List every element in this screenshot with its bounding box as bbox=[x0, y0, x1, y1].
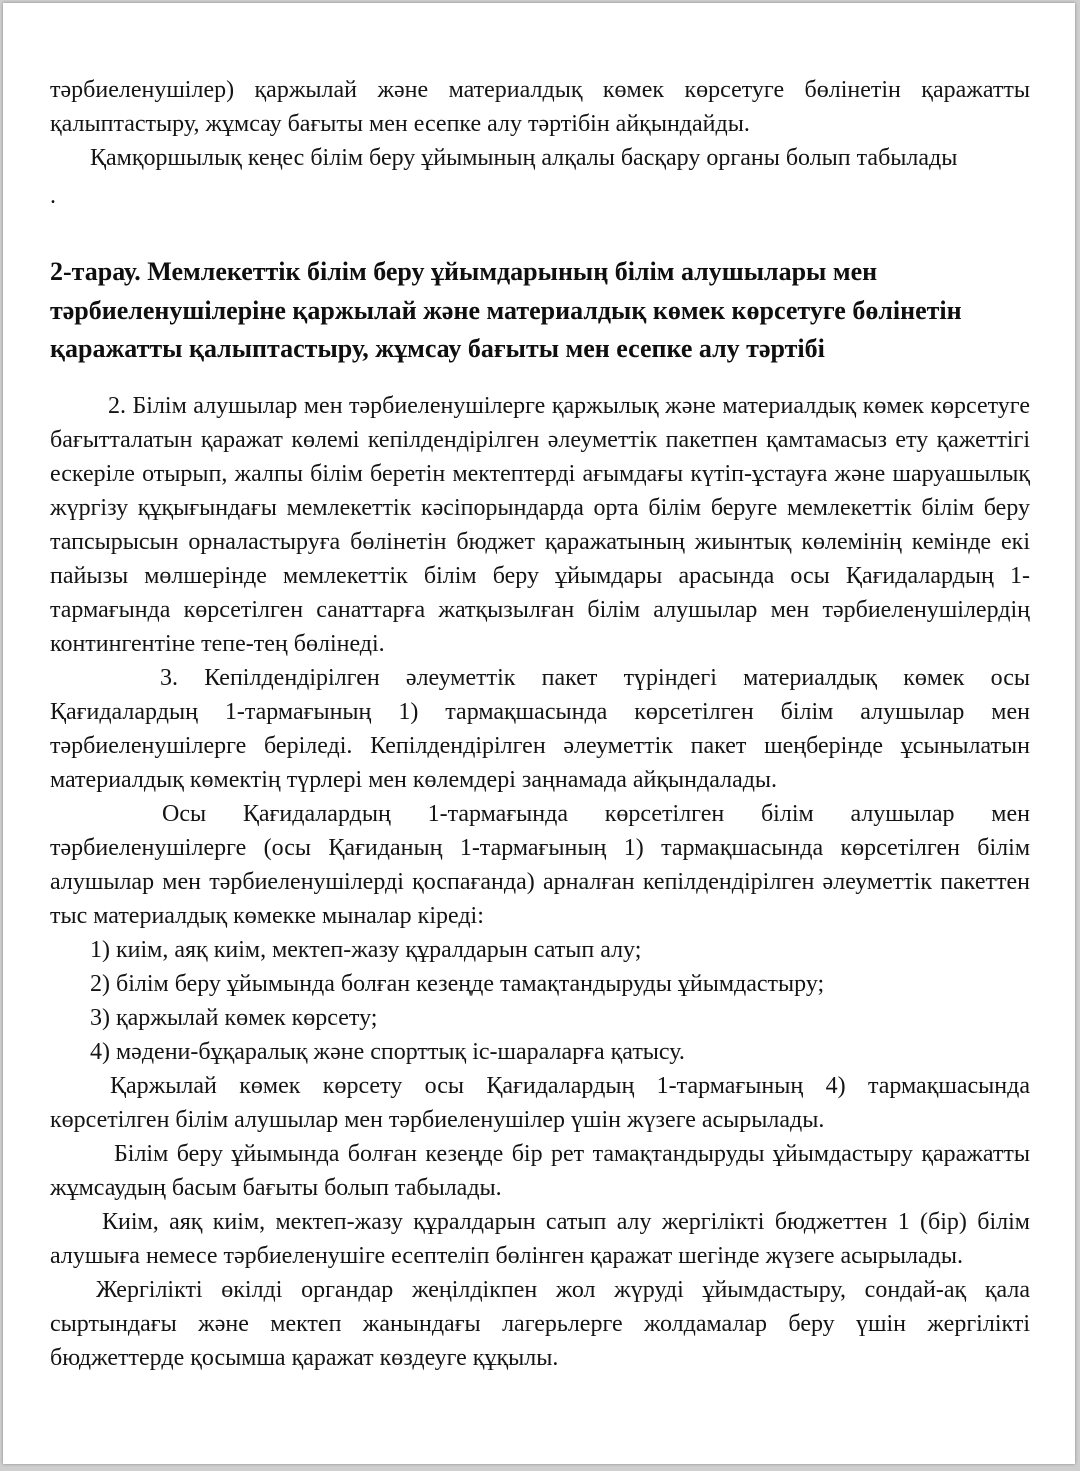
intro-line: тәрбиеленушілер) қаржылай және материалдық көмек көрсетуге бөлінетін қаражатты қалыптастыру, жұмсау бағыты мен есепке алу тәртібін айқындайды. bbox=[50, 77, 1030, 137]
document-page bbox=[3, 3, 1075, 1464]
list-item: 1) киім, аяқ киім, мектеп-жазу құралдарын сатып алу; bbox=[90, 936, 642, 963]
list-item: 2) білім беру ұйымында болған кезеңде тамақтандыруды ұйымдастыру; bbox=[90, 970, 825, 997]
intro-sentence: Қамқоршылық кеңес білім беру ұйымының алқалы басқару органы болып табылады bbox=[90, 145, 958, 171]
stray-dot: . bbox=[50, 183, 56, 209]
list-item: 3) қаржылай көмек көрсету; bbox=[90, 1004, 378, 1031]
list-item: 4) мәдени-бұқаралық және спорттық іс-шараларға қатысу. bbox=[90, 1038, 685, 1065]
chapter-heading: 2-тарау. Мемлекеттік білім беру ұйымдарының білім алушылары мен тәрбиеленушілеріне қаржылай және материалдық көмек көрсетуге бөлінетін қаражатты қалыптастыру, жұмсау бағыты мен есепке алу тәртібі bbox=[50, 257, 962, 363]
paragraph-3: 3. Кепілдендірілген әлеуметтік пакет түріндегі материалдық көмек осы Қағидалардың 1-тармағының 1) тармақшасында көрсетілген білім алушылар мен тәрбиеленушілерге беріледі. Кепілдендірілген әлеуметтік пакет шеңберінде ұсынылатын материалдық көмектің түрлері мен көлемдері заңнамада айқындалады. bbox=[50, 664, 1030, 793]
paragraph-2: 2. Білім алушылар мен тәрбиеленушілерге қаржылық және материалдық көмек көрсетуге бағытталатын қаражат көлемі кепілдендірілген әлеуметтік пакетпен қамтамасыз ету қажеттігі ескеріле отырып, жалпы білім беретін мектептерді ағымдағы күтіп-ұстауға және шаруашылық жүргізу құқығындағы мемлекеттік кәсіпорындарда орта білім беруге мемлекеттік білім беру тапсырысын орналастыруға бөлінетін бюджет қаражатының жиынтық көлемінің кемінде екі пайызы мөлшерінде мемлекеттік білім беру ұйымдары арасында осы Қағидалардың 1-тармағында көрсетілген санаттарға жатқызылған білім алушылар мен тәрбиеленушілердің контингентіне тепе-тең бөлінеді. bbox=[50, 392, 1030, 657]
paragraph-clothing: Киім, аяқ киім, мектеп-жазу құралдарын сатып алу жергілікті бюджеттен 1 (бір) білім алушыға немесе тәрбиеленушіге есептеліп бөлінген қаражат шегінде жүзеге асырылады. bbox=[50, 1208, 1030, 1269]
document-body bbox=[50, 73, 1030, 1375]
paragraph-meals: Білім беру ұйымында болған кезеңде бір рет тамақтандыруды ұйымдастыру қаражатты жұмсаудың басым бағыты болып табылады. bbox=[50, 1140, 1030, 1201]
paragraph-material-help: Осы Қағидалардың 1-тармағында көрсетілген білім алушылар мен тәрбиеленушілерге (осы Қағиданың 1-тармағының 1) тармақшасында көрсетілген білім алушылар мен тәрбиеленушілерді қоспағанда) арналған кепілдендірілген әлеуметтік пакеттен тыс материалдық көмекке мыналар кіреді: bbox=[50, 800, 1030, 929]
paragraph-local-bodies: Жергілікті өкілді органдар жеңілдікпен жол жүруді ұйымдастыру, сондай-ақ қала сыртындағы және мектеп жанындағы лагерьлерге жолдамалар беру үшін жергілікті бюджеттерде қосымша қаражат көздеуге құқылы. bbox=[50, 1276, 1030, 1371]
paragraph-financial-help: Қаржылай көмек көрсету осы Қағидалардың 1-тармағының 4) тармақшасында көрсетілген білім алушылар мен тәрбиеленушілер үшін жүзеге асырылады. bbox=[50, 1072, 1030, 1133]
